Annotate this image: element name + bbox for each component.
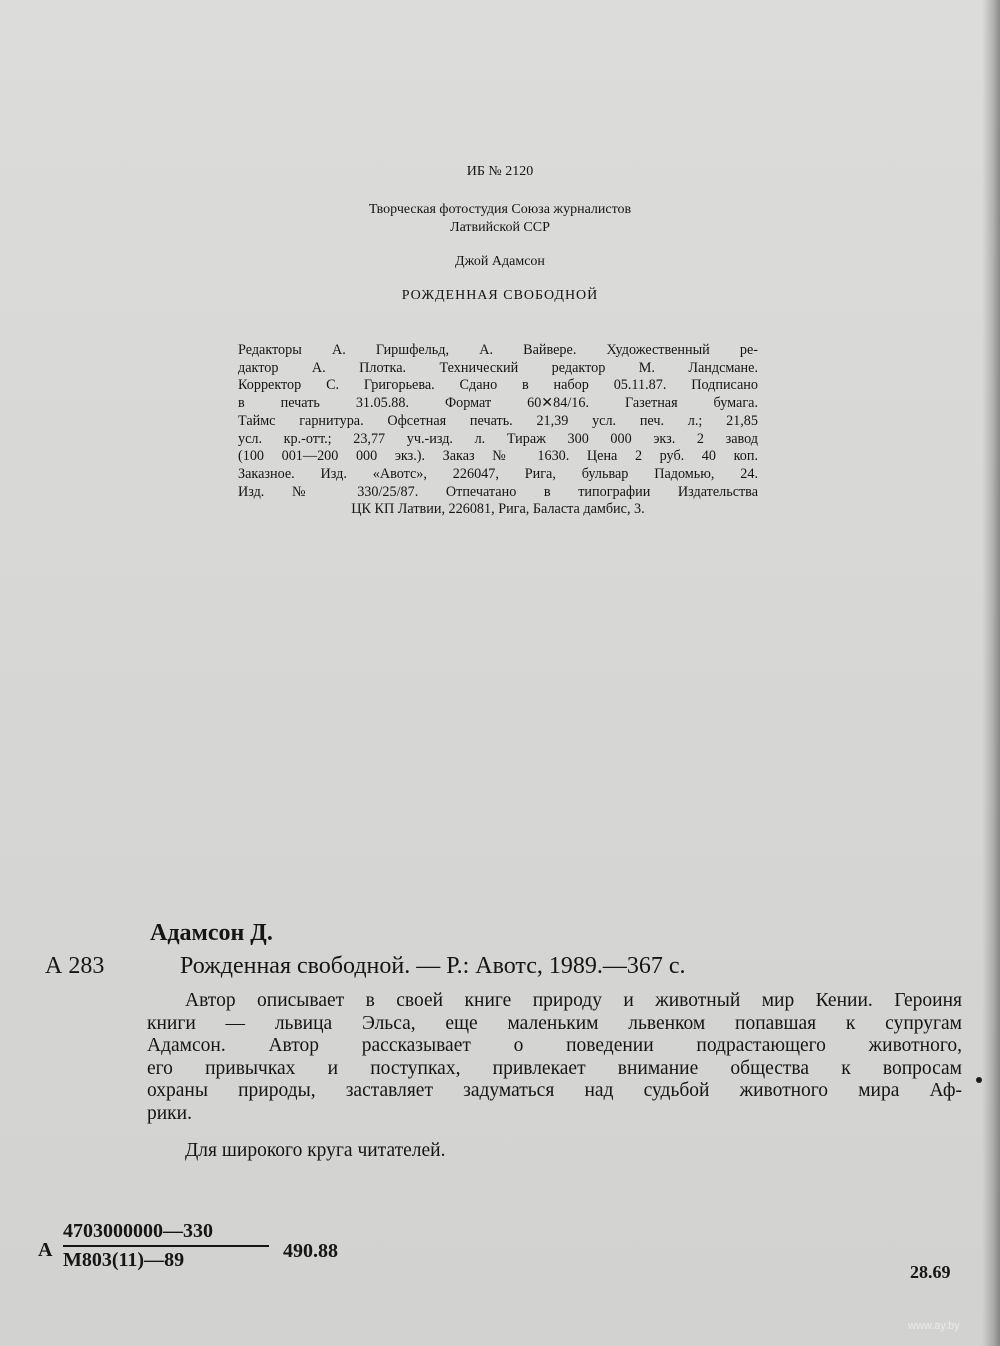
studio-line: Латвийской ССР xyxy=(450,220,550,235)
classification-letter: А xyxy=(38,1239,53,1261)
annotation-line: Автор описывает в своей книге природу и животный мир Кении. Героиня xyxy=(185,990,962,1011)
annotation-line: рики. xyxy=(147,1102,192,1124)
credits-line: Заказное. Изд. «Авотс», 226047, Рига, бульвар Падомью, 24. xyxy=(238,465,758,482)
catalog-annotation xyxy=(147,990,962,1125)
catalog-title: Рожденная свободной. — Р.: Авотс, 1989.—367 с. xyxy=(180,953,686,979)
publication-credits xyxy=(238,342,758,519)
annotation-line: книги — львица Эльса, еще маленьким львенком попавшая к супругам xyxy=(147,1012,962,1034)
credits-line: дактор А. Плотка. Технический редактор М. Ландсмане. xyxy=(238,359,758,376)
watermark-text: www.ay.by xyxy=(908,1320,960,1332)
credits-line: (100 001—200 000 экз.). Заказ № 1630. Цена 2 руб. 40 коп. xyxy=(238,448,758,465)
classification-denominator: М803(11)—89 xyxy=(63,1249,185,1271)
studio-name xyxy=(0,201,1000,237)
bbk-code: 28.69 xyxy=(910,1262,951,1282)
fraction-divider xyxy=(63,1245,269,1247)
credits-line: Таймс гарнитура. Офсетная печать. 21,39 усл. печ. л.; 21,85 xyxy=(238,412,758,429)
credits-line: Редакторы А. Гиршфельд, А. Вайвере. Художественный ре- xyxy=(238,342,758,358)
print-speck xyxy=(976,1077,982,1083)
classification-fraction xyxy=(63,1220,269,1272)
credits-line: Изд. № 330/25/87. Отпечатано в типографии Издательства xyxy=(238,483,758,500)
price-code: 490.88 xyxy=(283,1240,338,1262)
credits-line: ЦК КП Латвии, 226081, Рига, Баласта дамбис, 3. xyxy=(351,501,645,518)
annotation-line: Адамсон. Автор рассказывает о поведении подрастающего животного, xyxy=(147,1035,962,1056)
studio-line: Творческая фотостудия Союза журналистов xyxy=(368,202,632,217)
ib-number: ИБ № 2120 xyxy=(466,164,534,179)
credits-line: Корректор С. Григорьева. Сдано в набор 05.11.87. Подписано xyxy=(238,377,758,394)
annotation-line: его привычках и поступках, привлекает внимание общества к вопросам xyxy=(147,1057,962,1079)
catalog-index: А 283 xyxy=(45,953,105,979)
credits-line: усл. кр.-отт.; 23,77 уч.-изд. л. Тираж 300 000 экз. 2 завод xyxy=(238,430,758,447)
classification-numerator: 4703000000—330 xyxy=(63,1220,213,1242)
catalog-author: Адамсон Д. xyxy=(150,920,273,946)
imprint-title: РОЖДЕННАЯ СВОБОДНОЙ xyxy=(401,288,599,303)
credits-line: в печать 31.05.88. Формат 60✕84/16. Газетная бумага. xyxy=(238,395,758,412)
imprint-author: Джой Адамсон xyxy=(455,254,545,269)
annotation-line: охраны природы, заставляет задуматься над судьбой животного мира Аф- xyxy=(147,1080,962,1101)
audience-note: Для широкого круга читателей. xyxy=(185,1140,446,1161)
